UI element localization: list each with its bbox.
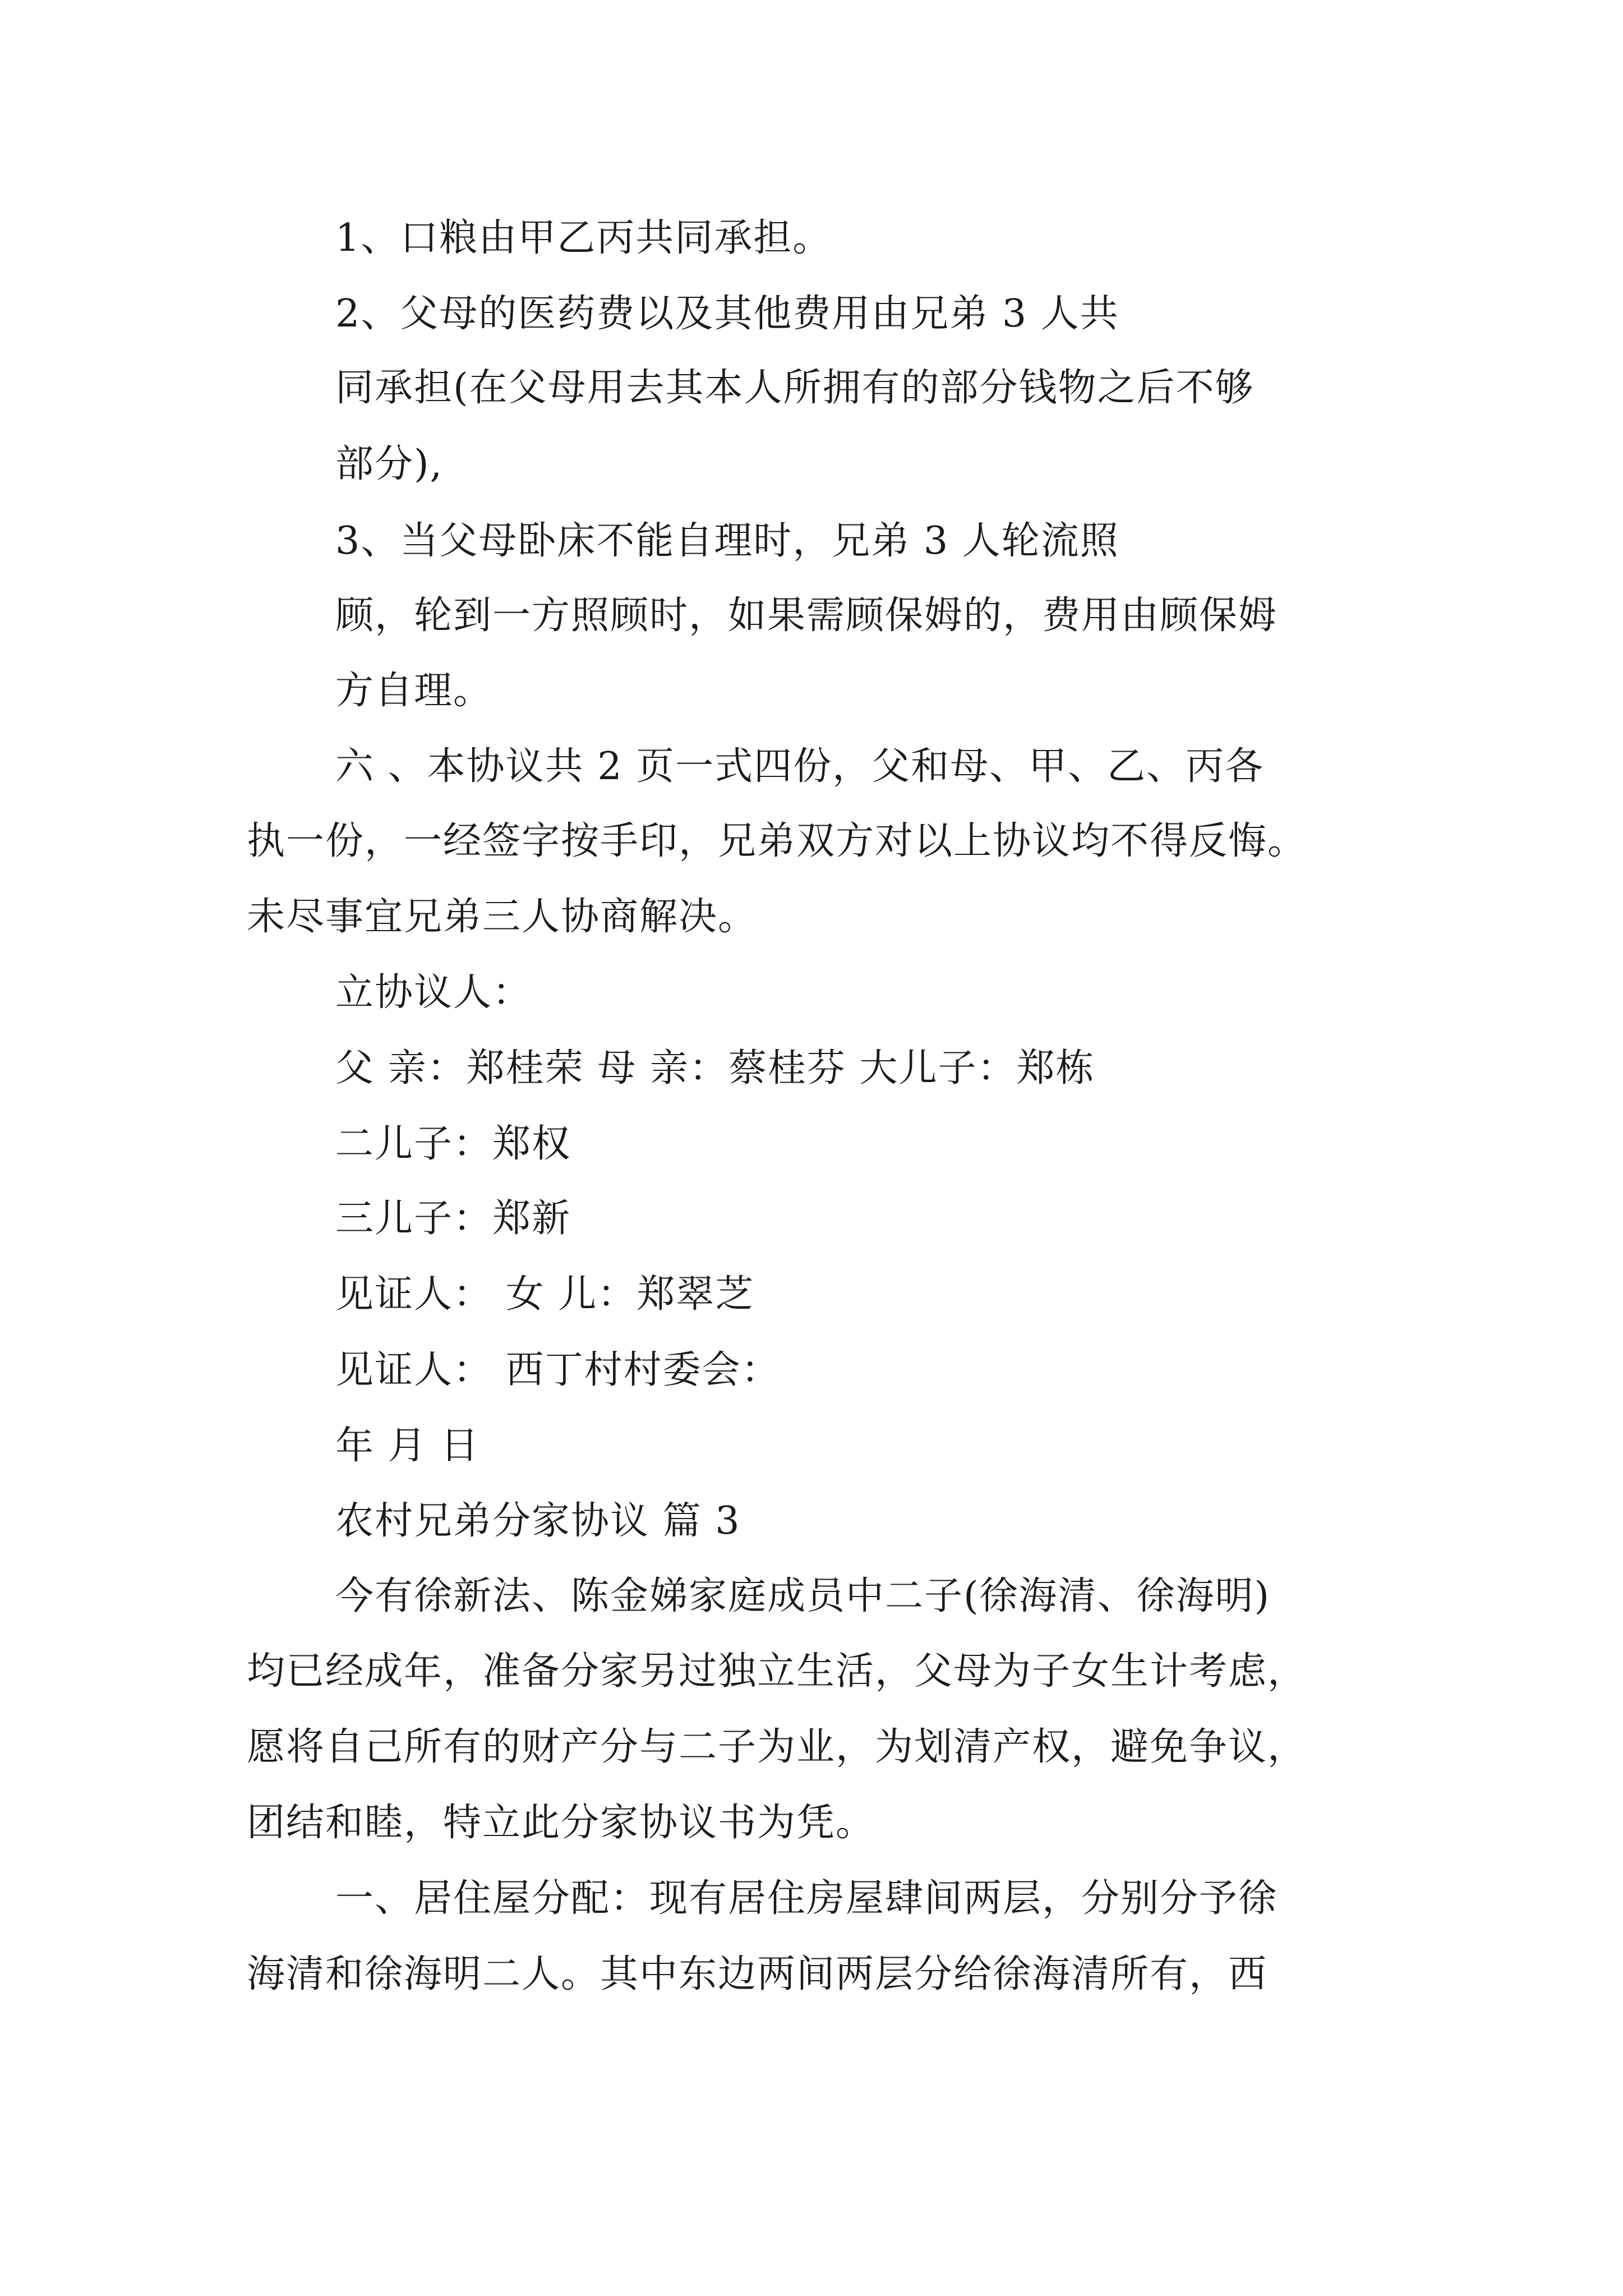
text-line: 今有徐新法、陈金娣家庭成员中二子(徐海清、徐海明) <box>335 1574 1271 1618</box>
text-line: 同承担(在父母用去其本人所拥有的部分钱物之后不够 <box>335 366 1255 410</box>
text-line: 2、父母的医药费以及其他费用由兄弟 3 人共 <box>335 292 1119 336</box>
text-line: 三儿子：郑新 <box>335 1197 571 1241</box>
text-line: 一、居住屋分配：现有居住房屋肆间两层，分别分予徐 <box>335 1876 1278 1921</box>
text-line: 方自理。 <box>335 669 493 713</box>
text-line: 立协议人： <box>335 970 532 1015</box>
text-line: 六 、本协议共 2 页一式四份，父和母、甲、乙、丙各 <box>335 744 1265 789</box>
text-line: 未尽事宜兄弟三人协商解决。 <box>247 895 758 939</box>
text-line: 顾，轮到一方照顾时，如果需顾保姆的，费用由顾保姆 <box>335 593 1278 638</box>
text-line: 均已经成年，准备分家另过独立生活，父母为子女生计考虑， <box>247 1649 1307 1694</box>
text-line: 父 亲：郑桂荣 母 亲：蔡桂芬 大儿子：郑栋 <box>335 1046 1095 1091</box>
text-line: 团结和睦，特立此分家协议书为凭。 <box>247 1801 875 1845</box>
text-line: 见证人： 女 儿：郑翠芝 <box>335 1272 755 1317</box>
text-line: 年 月 日 <box>335 1424 480 1468</box>
text-line: 愿将自己所有的财产分与二子为业，为划清产权，避免争议， <box>247 1725 1307 1769</box>
text-line: 1、口粮由甲乙丙共同承担。 <box>335 216 832 260</box>
text-line: 二儿子：郑权 <box>335 1122 571 1166</box>
text-line: 部分), <box>335 442 444 486</box>
text-line: 3、当父母卧床不能自理时，兄弟 3 人轮流照 <box>335 519 1119 563</box>
text-line: 见证人： 西丁村村委会： <box>335 1348 781 1392</box>
section-heading: 农村兄弟分家协议 篇 3 <box>335 1499 741 1543</box>
text-line: 海清和徐海明二人。其中东边两间两层分给徐海清所有，西 <box>247 1952 1268 1996</box>
text-line: 执一份，一经签字按手印，兄弟双方对以上协议均不得反悔。 <box>247 819 1307 863</box>
